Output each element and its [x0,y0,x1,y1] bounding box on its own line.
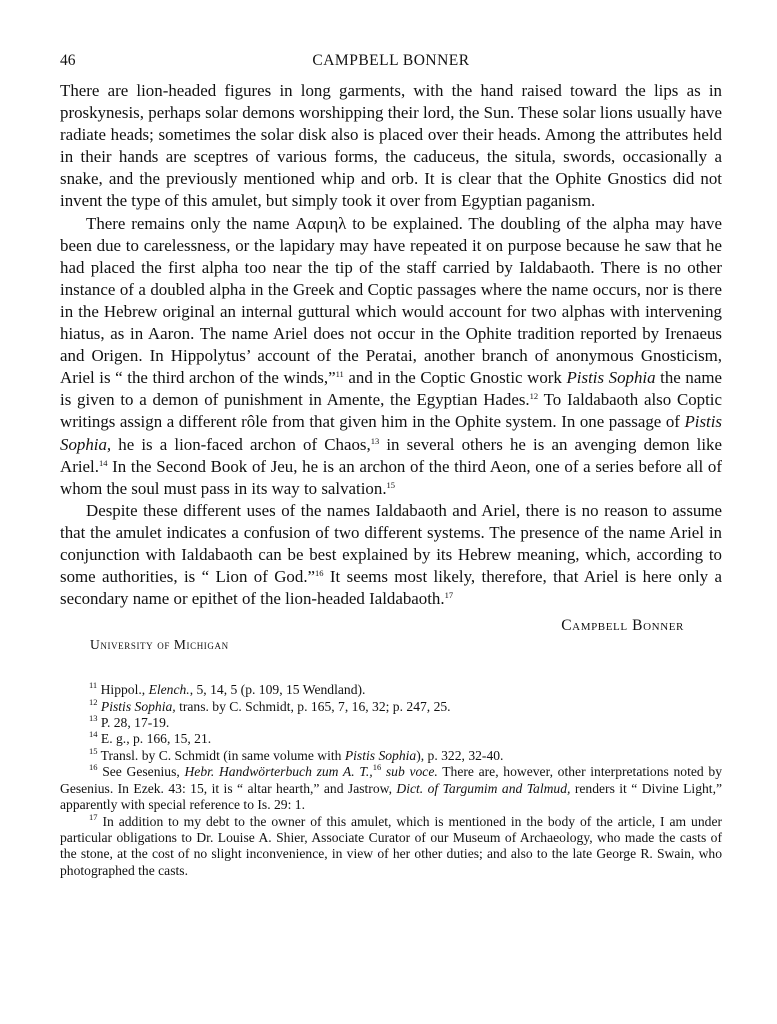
page [60,52,722,879]
running-title: CAMPBELL BONNER [312,52,470,69]
footnote-ref-15[interactable]: 15 [386,479,396,490]
footnotes [60,682,722,879]
work-title: Pistis Sophia [566,368,656,388]
footnote-ref-14[interactable]: 14 [98,457,108,468]
paragraph-1: There are lion-headed figures in long garments, with the hand raised toward the lips as in proskynesis, perhaps solar demons worshipping their lord, the Sun. These solar lions usually have radiate heads; sometimes the solar disk also is placed over their heads. Among the attributes held in their hands are sceptres of various forms, the caduceus, the situla, swords, occasionally a snake, and the previously mentioned whip and orb. It is clear that the Ophite Gnostics did not invent the type of this amulet, but simply took it over from Egyptian paganism. [60,81,722,211]
paragraph-2: There remains only the name Ααριηλ to be explained. The doubling of the alpha may have been due to carelessness, or the lapidary may have repeated it on purpose because he saw that he had placed the first alpha too near the tip of the staff carried by Ialdabaoth. There is no other instance of a doubled alpha in the Greek and Coptic passages where the name occurs, nor is there in the Hebrew original an internal guttural which would account for two alphas with intervening hiatus, as in Aaron. The name Ariel does not occur in the Ophite tradition reported by Irenaeus and Origen. In Hippolytus’ account of the Peratai, another branch of anonymous Gnosticism, Ariel is “ the third archon of the winds,”$^{11}$ and in the Coptic Gnostic work Pistis Sophia the name is given to a demon of punishment in Amente, the Egyptian Hades.$^{12}$ To Ialdabaoth also Coptic writings assign a different rôle from that given him in the Ophite system. In one passage of Pistis Sophia, he is a lion-faced archon of Chaos,$^{13}$ in several others he is an avenging demon like Ariel.$^{14}$ In the Second Book of Jeu, he is an archon of the third Aeon, one of a series before all of whom the soul must pass in its way to salvation.$^{15}$ [60,213,723,498]
footnote-17: $^{17}$ In addition to my debt to the owner of this amulet, which is mentioned in the body of the article, I am under particular obligations to Dr. Louise A. Shier, Associate Curator of our Museum of Archaeology, who made the casts of the stone, at the cost of no slight inconvenience, in view of her other duties; and also to the late George R. Swain, who photographed the casts. [60,811,723,878]
footnote-ref-12[interactable]: 12 [529,391,539,402]
footnote-ref-17[interactable]: 17 [444,590,454,601]
greek-word: Ααριηλ [295,213,347,233]
footnote-11: $^{11}$ Hippol., Elench., 5, 14, 5 (p. 109, 15 Wendland). [89,680,366,698]
footnote-ref-13[interactable]: 13 [370,435,380,446]
page-number: 46 [60,52,76,69]
paragraph-3: Despite these different uses of the names Ialdabaoth and Ariel, there is no reason to assume that the amulet indicates a confusion of two different systems. The presence of the name Ariel in conjunction with Ialdabaoth can be best explained by its Hebrew meaning, which, according to some authorities, is “ Lion of God.”$^{16}$ It seems most likely, therefore, that Ariel is here only a secondary name or epithet of the lion-headed Ialdabaoth.$^{17}$ [60,500,722,609]
author-affiliation: University of Michigan [90,637,229,653]
author-signature: Campbell Bonner [561,617,684,635]
footnote-12: $^{12}$ Pistis Sophia, trans. by C. Schmidt, p. 165, 7, 16, 32; p. 247, 25. [89,696,451,714]
footnote-14: $^{14}$ E. g., p. 166, 15, 21. [89,729,212,747]
footnote-ref-16[interactable]: 16 [315,568,324,579]
running-head [60,52,722,80]
work-title: Pistis Sophia, [60,412,722,454]
footnote-13: $^{13}$ P. 28, 17-19. [89,713,170,731]
footnote-15: $^{15}$ Transl. by C. Schmidt (in same volume with Pistis Sophia), p. 322, 32-40. [89,745,504,763]
body-text [60,80,722,610]
footnote-16: $^{16}$ See Gesenius, Hebr. Handwörterbuch zum A. T.,$^{16}$ sub voce. There are, however, other interpretations noted by Gesenius. In Ezek. 43: 15, it is “ altar hearth,” and Jastrow, Dict. of Targumim and Talmud, renders it “ Divine Light,” apparently with special reference to Is. 29: 1. [60,762,723,813]
footnote-ref-11[interactable]: 11 [335,369,344,380]
